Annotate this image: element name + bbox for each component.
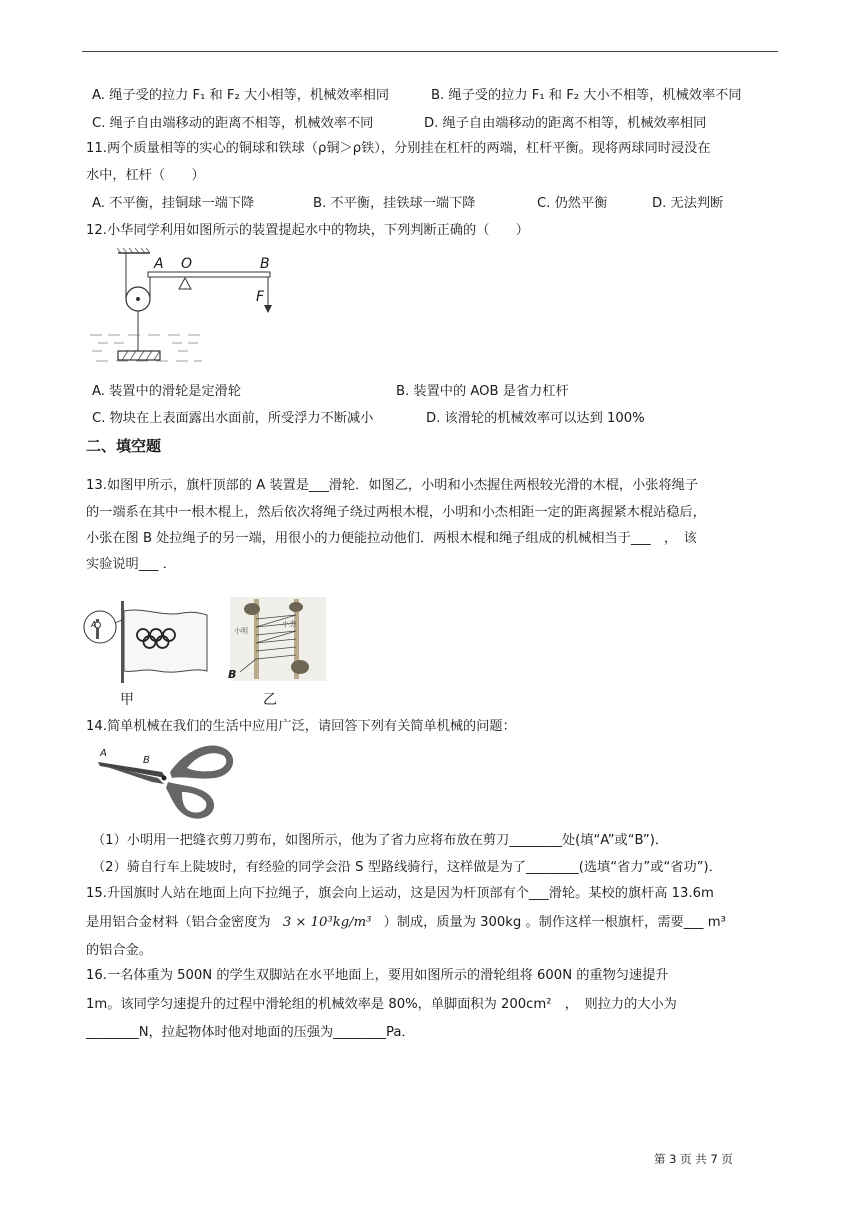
q12-option-a: A. 装置中的滑轮是定滑轮 — [92, 384, 242, 399]
page-footer: 第 3 页 共 7 页 — [654, 1152, 733, 1166]
q13-label-xiaoming: 小明 — [234, 627, 248, 635]
q13-label-xiaojie: 小杰 — [282, 620, 296, 628]
q12-option-b: B. 装置中的 AOB 是省力杠杆 — [396, 384, 569, 399]
q12-stem: 12.小华同学利用如图所示的装置提起水中的物块，下列判断正确的（ ） — [86, 223, 529, 238]
q12-label-f: F — [256, 289, 265, 305]
q13-line4: 实验说明___ ． — [86, 557, 176, 572]
q10-option-d: D. 绳子自由端移动的距离不相等，机械效率相同 — [424, 116, 707, 131]
q13-flag-figure — [83, 597, 213, 683]
section-title-fill-in: 二、填空题 — [86, 437, 162, 455]
q12-option-c: C. 物块在上表面露出水面前，所受浮力不断减小 — [92, 411, 374, 426]
q11-option-d: D. 无法判断 — [652, 196, 724, 211]
q16-line3: ________N，拉起物体时他对地面的压强为________Pa． — [86, 1025, 415, 1040]
q15-line3: 的铝合金。 — [86, 943, 152, 958]
q12-label-b: B — [260, 256, 270, 272]
q13-label-yi: 乙 — [263, 692, 277, 708]
q10-option-a: A. 绳子受的拉力 F₁ 和 F₂ 大小相等，机械效率相同 — [92, 88, 390, 103]
q13-line3: 小张在图 B 处拉绳子的另一端，用很小的力便能拉动他们．两根木棍和绳子组成的机械相当于___ ， 该 — [86, 531, 697, 546]
q11-stem-line2: 水中，杠杆（ ） — [86, 168, 205, 183]
q15-line1: 15.升国旗时人站在地面上向下拉绳子，旗会向上运动，这是因为杆顶部有个___滑轮。某校的旗杆高 13.6m — [86, 886, 714, 901]
header-rule — [82, 51, 778, 52]
q13-label-a: A — [91, 620, 97, 629]
q15-density-formula: 3 × 10³kg/m³ — [282, 915, 372, 930]
q15-line2-end: ）制成，质量为 300kg 。制作这样一根旗杆，需要___ m³ — [383, 915, 726, 930]
q13-label-jia: 甲 — [120, 692, 134, 708]
q12-label-a: A — [154, 256, 164, 272]
q11-stem-line1: 11.两个质量相等的实心的铜球和铁球（ρ铜＞ρ铁），分别挂在杠杆的两端，杠杆平衡。现将两球同时浸没在 — [86, 141, 711, 156]
q12-option-d: D. 该滑轮的机械效率可以达到 100% — [426, 411, 645, 426]
q14-part2: （2）骑自行车上陡坡时，有经验的同学会沿 S 型路线骑行，这样做是为了________(选填“省力”或“省功”)． — [92, 860, 722, 875]
q14-label-b: B — [143, 755, 150, 766]
q12-label-o: O — [181, 256, 193, 272]
q15-line2-start: 是用铝合金材料（铝合金密度为 — [86, 915, 271, 930]
q16-line2: 1m。该同学匀速提升的过程中滑轮组的机械效率是 80%，单脚面积为 200cm² ， 则拉力的大小为 — [86, 997, 677, 1012]
q11-option-b: B. 不平衡，挂铁球一端下降 — [313, 196, 476, 211]
q14-scissors-figure — [92, 742, 242, 822]
q13-line2: 的一端系在其中一根木棍上，然后依次将绳子绕过两根木棍，小明和小杰相距一定的距离握紧木棍站稳后， — [86, 505, 706, 520]
q14-part1: （1）小明用一把缝衣剪刀剪布，如图所示，他为了省力应将布放在剪刀________处(填“A”或“B”)． — [92, 833, 669, 848]
q14-label-a: A — [100, 748, 107, 759]
q10-option-b: B. 绳子受的拉力 F₁ 和 F₂ 大小不相等，机械效率不同 — [431, 88, 742, 103]
q13-line1: 13.如图甲所示，旗杆顶部的 A 装置是___滑轮．如图乙，小明和小杰握住两根较光滑的木棍，小张将绳子 — [86, 478, 699, 493]
q11-option-c: C. 仍然平衡 — [537, 196, 608, 211]
q16-line1: 16.一名体重为 500N 的学生双脚站在水平地面上，要用如图所示的滑轮组将 600N 的重物匀速提升 — [86, 968, 669, 983]
q14-stem: 14.简单机械在我们的生活中应用广泛，请回答下列有关简单机械的问题： — [86, 719, 516, 734]
q15-line2 — [86, 913, 726, 933]
q11-option-a: A. 不平衡，挂铜球一端下降 — [92, 196, 255, 211]
q10-option-c: C. 绳子自由端移动的距离不相等，机械效率不同 — [92, 116, 374, 131]
q13-sticks-figure — [230, 597, 326, 681]
q13-label-b: B — [228, 668, 237, 681]
